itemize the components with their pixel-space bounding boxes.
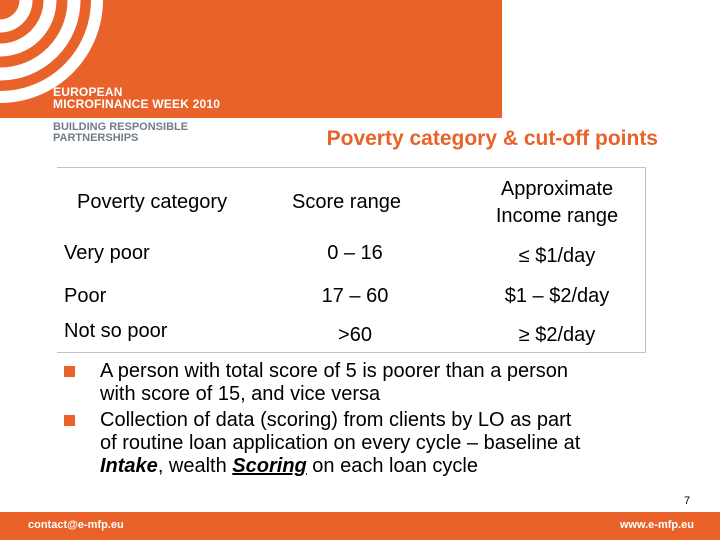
row-1-income: ≤ $1/day xyxy=(518,245,596,267)
square-bullet-icon xyxy=(64,415,75,426)
bullet-1-line-1: A person with total score of 5 is poorer than a person xyxy=(100,360,569,382)
table-bottom-border xyxy=(57,352,646,353)
header-income-line: Income range xyxy=(495,205,619,227)
event-title: EUROPEAN MICROFINANCE WEEK 2010 xyxy=(53,85,221,111)
row-3-income: ≥ $2/day xyxy=(518,324,596,346)
row-3-score: >60 xyxy=(338,324,372,346)
footer-bar xyxy=(0,512,720,540)
bullet-2-mid: , wealth xyxy=(157,455,233,477)
header-score-range: Score range xyxy=(292,191,401,213)
row-1-category: Very poor xyxy=(64,242,150,264)
table-top-border xyxy=(57,167,645,168)
row-2-score: 17 – 60 xyxy=(321,285,389,307)
bullet-2-line-2: of routine loan application on every cycle – baseline at xyxy=(100,432,581,454)
event-tagline: BUILDING RESPONSIBLE PARTNERSHIPS xyxy=(53,121,189,144)
row-3-category: Not so poor xyxy=(64,320,168,342)
contact-email-link[interactable]: contact@e-mfp.eu xyxy=(28,519,124,531)
bullet-2-end: on each loan cycle xyxy=(306,455,478,477)
header-approx-line: Approximate xyxy=(500,178,614,200)
bullet-list xyxy=(62,360,682,481)
intake-emphasis: Intake xyxy=(100,455,158,477)
page-number: 7 xyxy=(684,495,691,507)
row-2-category: Poor xyxy=(64,285,107,307)
header-poverty-category: Poverty category xyxy=(77,191,228,213)
slide-title: Poverty category & cut-off points xyxy=(326,127,658,150)
header-approx-income xyxy=(462,176,652,230)
bullet-1-line-2: with score of 15, and vice versa xyxy=(100,383,381,405)
square-bullet-icon xyxy=(64,366,75,377)
bullet-2-line-3 xyxy=(100,455,682,478)
row-2-income: $1 – $2/day xyxy=(504,285,610,307)
bullet-item-2 xyxy=(62,409,682,478)
header-banner xyxy=(0,0,502,118)
bullet-item-1 xyxy=(62,360,682,406)
row-1-score: 0 – 16 xyxy=(327,242,383,264)
scoring-emphasis: Scoring xyxy=(232,455,307,477)
bullet-2-line-1: Collection of data (scoring) from clients by LO as part xyxy=(100,409,572,431)
website-link[interactable]: www.e-mfp.eu xyxy=(619,519,694,531)
